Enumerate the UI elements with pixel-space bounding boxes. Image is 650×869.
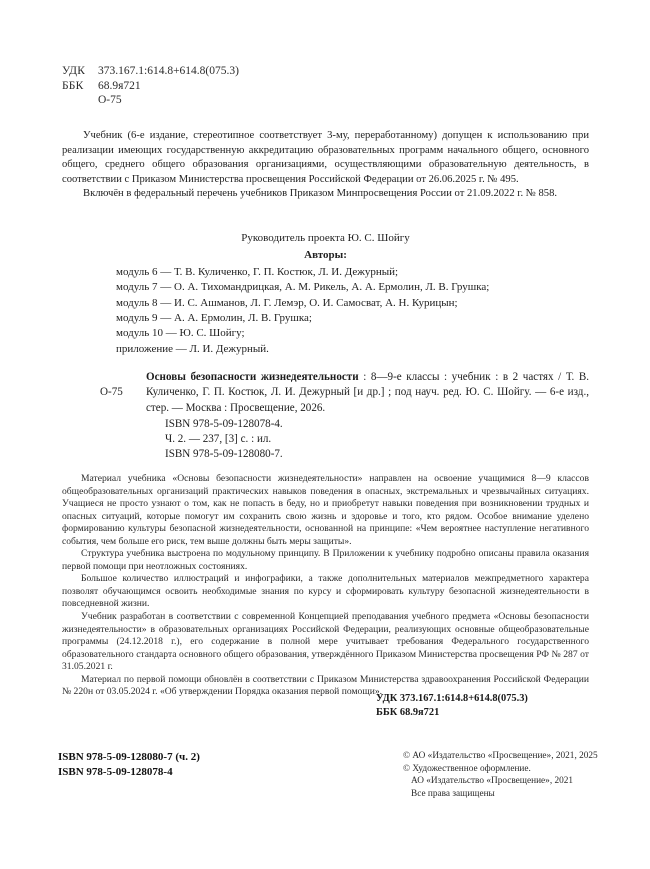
biblio-description [62, 370, 589, 416]
author-module-line: модуль 7 — О. А. Тихомандрицкая, А. М. Рикель, А. А. Ермолин, Л. В. Грушка; [116, 281, 490, 294]
annotation-paragraph-5: Материал по первой помощи обновлён в соответствии с Приказом Министерства здравоохранения Российской Федерации № 220н от 03.05.2024 г. «Об утверждении Порядка оказания первой помощи». [62, 673, 589, 698]
biblio-isbn-part: ISBN 978-5-09-128080-7. [165, 448, 283, 461]
classification-repeat [376, 692, 528, 719]
author-module-line: модуль 10 — Ю. С. Шойгу; [116, 327, 245, 340]
footer-isbn-set: ISBN 978-5-09-128078-4 [58, 766, 173, 778]
bibliographic-record [62, 370, 589, 463]
copyright-rights-reserved: Все права защищены [411, 788, 495, 799]
annotation-paragraph-1: Материал учебника «Основы безопасности жизнедеятельности» направлен на освоение учащимися 8—9 классов общеобразовательных организаций практических навыков поведения в опасных, экстремальных и чрезвычайных ситуациях. Учащиеся не просто узнают о том, как не попасть в беду, но и приобретут навыки поведения при возникновении трудных и опасных ситуаций, которые помогут им сохранить свою жизнь и здоровье и того, кто рядом. Особое внимание уделено формированию культуры безопасной жизнедеятельности, основанной на принципе: «Чем вероятнее наступление негативного события, чем больше его риск, тем выше должны быть меры защиты». [62, 473, 589, 547]
bbk-row [62, 79, 239, 94]
author-module-line: модуль 9 — А. А. Ермолин, Л. В. Грушка; [116, 312, 312, 325]
biblio-title: Основы безопасности жизнедеятельности [146, 371, 359, 383]
authors-heading: Авторы: [304, 249, 347, 262]
author-sigla: О-75 [98, 94, 122, 106]
copyright-block [403, 750, 598, 800]
author-module-line: приложение — Л. И. Дежурный. [116, 342, 269, 355]
credits-block [62, 231, 589, 357]
annotation-paragraph-4: Учебник разработан в соответствии с современной Концепцией преподавания учебного предмета «Основы безопасности жизнедеятельности» в образовательных организациях Российской Федерации, реализующих основные общеобразовательные программы (24.12.2018 г.), его содержание в полной мере учитывает требования Федерального государственного образовательного стандарта основного общего образования, утверждённого Приказом Министерства просвещения РФ № 287 от 31.05.2021 г. [62, 611, 589, 673]
author-module-line: модуль 8 — И. С. Ашманов, Л. Г. Лемэр, О. И. Самосват, А. Н. Курицын; [116, 296, 458, 309]
copyright-design: © Художественное оформление. [403, 763, 531, 774]
approval-paragraph-2: Включён в федеральный перечень учебников Приказом Минпросвещения России от 21.09.2022 г. № 858. [83, 188, 558, 200]
udk-repeat-line: УДК 373.167.1:614.8+614.8(075.3) [376, 693, 528, 704]
biblio-statement: : 8—9-е классы : учебник : в 2 частях / Т. В. Куличенко, Г. П. Костюк, Л. И. Дежурный [и др.] ; под науч. ред. Ю. С. Шойгу. — 6-е изд., стер. — Москва : Просвещение, 2026. [146, 371, 590, 414]
footer-isbn-part: ISBN 978-5-09-128080-7 (ч. 2) [58, 751, 200, 763]
classification-block [62, 64, 239, 108]
biblio-isbn-group [62, 417, 589, 463]
author-module-line: модуль 6 — Т. В. Куличенко, Г. П. Костюк, Л. И. Дежурный; [116, 265, 399, 278]
bbk-value: 68.9я721 [98, 79, 141, 92]
copyright-publisher: © АО «Издательство «Просвещение», 2021, 2025 [403, 751, 598, 761]
copyright-design-publisher: АО «Издательство «Просвещение», 2021 [411, 776, 574, 787]
biblio-part-statement: Ч. 2. — 237, [3] с. : ил. [165, 433, 272, 446]
approval-statement [62, 129, 589, 202]
udk-row [62, 64, 239, 79]
annotation-paragraph-2: Структура учебника выстроена по модульному принципу. В Приложении к учебнику подробно описаны правила оказания первой помощи при неотложных состояниях. [62, 548, 589, 572]
biblio-isbn-set: ISBN 978-5-09-128078-4. [165, 417, 283, 430]
annotation-block [62, 473, 589, 699]
project-lead: Руководитель проекта Ю. С. Шойгу [241, 232, 410, 244]
bbk-repeat-line: ББК 68.9я721 [376, 706, 440, 718]
annotation-paragraph-3: Большое количество иллюстраций и инфографики, а также дополнительных материалов межпредметного характера позволят обучающимся освоить необходимые знания по курсу и сформировать культуру безопасной жизнедеятельности в повседневной жизни. [62, 573, 589, 610]
bbk-label: ББК [62, 79, 84, 92]
udk-label: УДК [62, 65, 86, 77]
udk-value: 373.167.1:614.8+614.8(075.3) [98, 65, 239, 77]
footer-isbn-block [58, 750, 200, 780]
approval-paragraph-1: Учебник (6-е издание, стереотипное соответствует 3-му, переработанному) допущен к использованию при реализации имеющих государственную аккредитацию образовательных программ начального общего, основного общего, среднего общего образования организациями, осуществляющими образовательную деятельность, в соответствии с Приказом Министерства просвещения Российской Федерации от 26.06.2025 г. № 495. [62, 130, 589, 185]
biblio-sigla: О-75 [100, 386, 123, 399]
